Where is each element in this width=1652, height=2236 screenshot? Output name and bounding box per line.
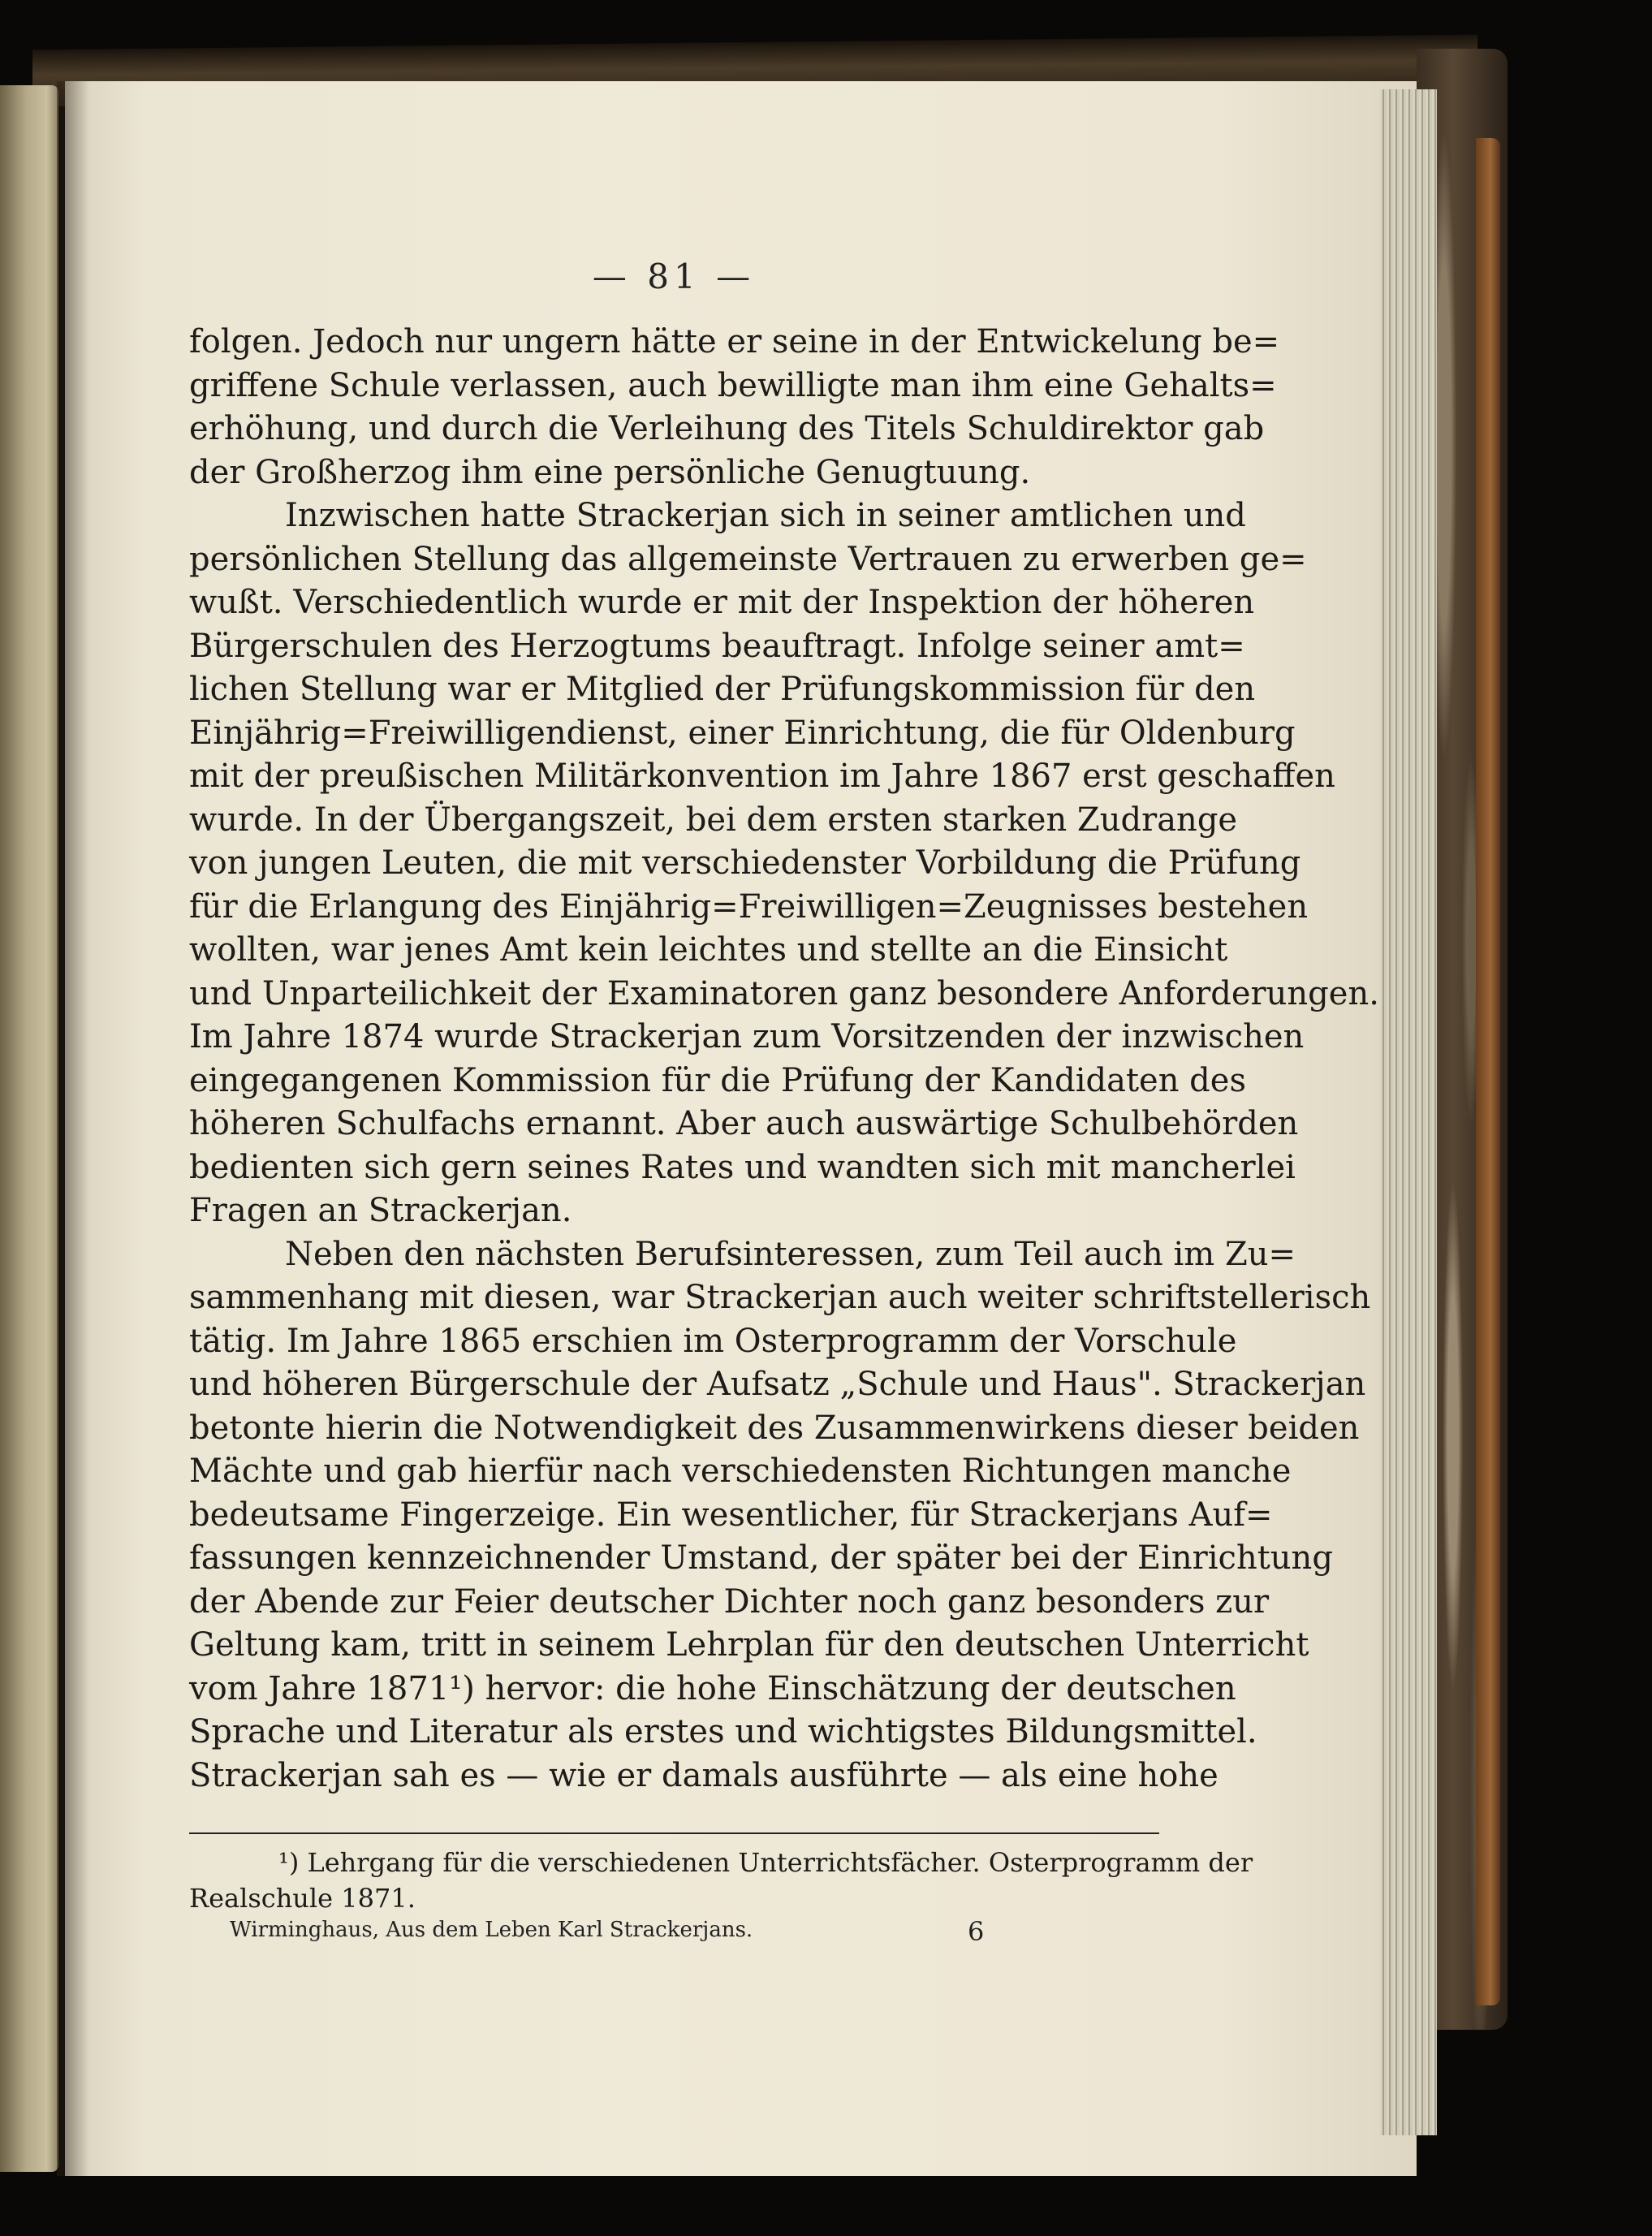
body-text xyxy=(189,321,1379,1798)
footnote xyxy=(189,1845,1253,1916)
text-line: Bürgerschulen des Herzogtums beauftragt. Infolge seiner amt= xyxy=(189,627,1245,665)
text-line: der Großherzog ihm eine persönliche Genugtuung. xyxy=(189,453,1031,491)
footnote-line: ¹) Lehrgang für die verschiedenen Unterrichtsfächer. Osterprogramm der xyxy=(278,1847,1253,1878)
text-line: griffene Schule verlassen, auch bewilligte man ihm eine Gehalts= xyxy=(189,366,1277,404)
text-line: Fragen an Strackerjan. xyxy=(189,1192,572,1229)
text-line: folgen. Jedoch nur ungern hätte er seine in der Entwickelung be= xyxy=(189,323,1280,360)
page-stack-edge xyxy=(1380,89,1437,2135)
text-line: betonte hierin die Notwendigkeit des Zusammenwirkens dieser beiden xyxy=(189,1409,1360,1447)
text-line: vom Jahre 1871¹) hervor: die hohe Einschätzung der deutschen xyxy=(189,1669,1236,1707)
footnote-rule xyxy=(189,1832,1159,1834)
page-number: — 81 — xyxy=(592,257,756,296)
text-line: Einjährig=Freiwilligendienst, einer Einrichtung, die für Oldenburg xyxy=(189,714,1296,752)
binding-shadow xyxy=(57,81,89,2176)
book-spine-edge xyxy=(1476,138,1500,2005)
text-line: Inzwischen hatte Strackerjan sich in seiner amtlichen und xyxy=(285,497,1246,534)
text-line: tätig. Im Jahre 1865 erschien im Osterprogramm der Vorschule xyxy=(189,1322,1237,1360)
text-line: Mächte und gab hierfür nach verschiedensten Richtungen manche xyxy=(189,1453,1292,1490)
text-line: Sprache und Literatur als erstes und wichtigstes Bildungsmittel. xyxy=(189,1713,1257,1750)
page-footer: Wirminghaus, Aus dem Leben Karl Strackerjans. xyxy=(230,1918,753,1942)
text-line: lichen Stellung war er Mitglied der Prüfungskommission für den xyxy=(189,671,1256,708)
facing-page-edge xyxy=(0,85,58,2172)
text-line: höheren Schulfachs ernannt. Aber auch auswärtige Schulbehörden xyxy=(189,1105,1299,1142)
text-line: von jungen Leuten, die mit verschiedenster Vorbildung die Prüfung xyxy=(189,844,1301,882)
text-line: und Unparteilichkeit der Examinatoren ganz besondere Anforderungen. xyxy=(189,974,1379,1012)
text-line: bedeutsame Fingerzeige. Ein wesentlicher, für Strackerjans Auf= xyxy=(189,1496,1273,1534)
footnote-line: Realschule 1871. xyxy=(189,1883,416,1914)
text-line: erhöhung, und durch die Verleihung des Titels Schuldirektor gab xyxy=(189,410,1265,447)
text-line: persönlichen Stellung das allgemeinste Vertrauen zu erwerben ge= xyxy=(189,540,1307,578)
text-line: mit der preußischen Militärkonvention im Jahre 1867 erst geschaffen xyxy=(189,758,1335,795)
text-line: Im Jahre 1874 wurde Strackerjan zum Vorsitzenden der inzwischen xyxy=(189,1018,1305,1055)
text-line: wurde. In der Übergangszeit, bei dem ersten starken Zudrange xyxy=(189,801,1238,839)
text-line: Geltung kam, tritt in seinem Lehrplan für den deutschen Unterricht xyxy=(189,1626,1309,1664)
text-line: eingegangenen Kommission für die Prüfung der Kandidaten des xyxy=(189,1061,1246,1099)
text-line: der Abende zur Feier deutscher Dichter noch ganz besonders zur xyxy=(189,1582,1270,1621)
text-line: Strackerjan sah es — wie er damals ausführte — als eine hohe xyxy=(189,1756,1219,1794)
text-line: sammenhang mit diesen, war Strackerjan auch weiter schriftstellerisch xyxy=(189,1279,1371,1316)
text-line: wollten, war jenes Amt kein leichtes und stellte an die Einsicht xyxy=(189,931,1228,969)
text-line: wußt. Verschiedentlich wurde er mit der Inspektion der höheren xyxy=(189,584,1255,621)
text-line: bedienten sich gern seines Rates und wandten sich mit mancherlei xyxy=(189,1148,1296,1186)
text-line: fassungen kennzeichnender Umstand, der später bei der Einrichtung xyxy=(189,1539,1333,1577)
signature-mark: 6 xyxy=(968,1916,985,1947)
text-line: für die Erlangung des Einjährig=Freiwilligen=Zeugnisses bestehen xyxy=(189,887,1309,926)
text-line: und höheren Bürgerschule der Aufsatz „Schule und Haus". Strackerjan xyxy=(189,1366,1366,1403)
text-line: Neben den nächsten Berufsinteressen, zum Teil auch im Zu= xyxy=(285,1235,1296,1273)
